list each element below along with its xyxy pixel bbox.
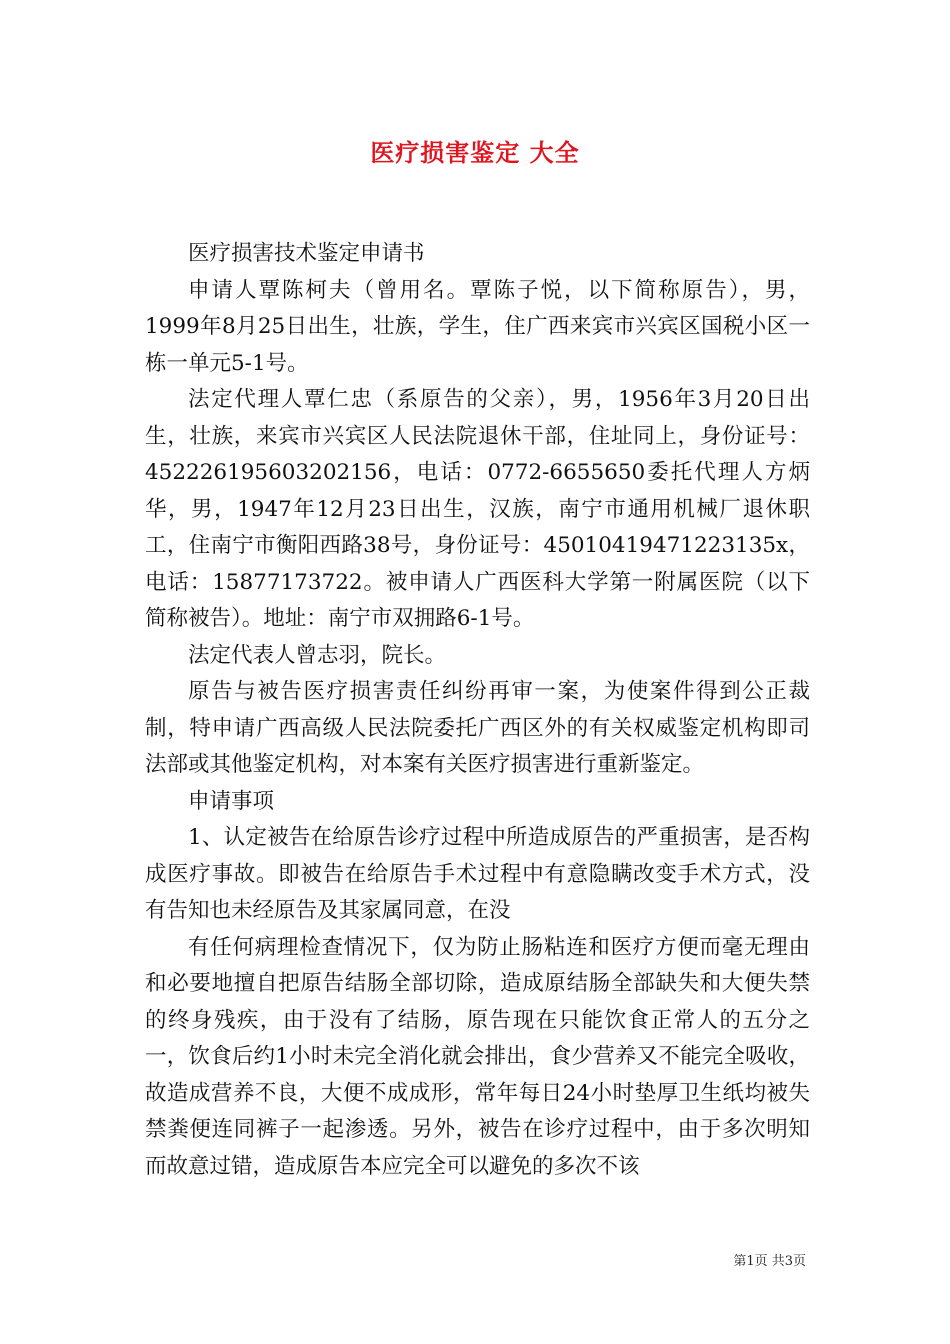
paragraph-matters-heading: 申请事项 bbox=[188, 788, 275, 814]
paragraph-application-heading: 医疗损害技术鉴定申请书 bbox=[188, 241, 425, 266]
paragraph-matter-1-continued: 有任何病理检查情况下，仅为防止肠粘连和医疗方便而毫无理由和必要地擅自把原告结肠全部切除，造成原结肠全部缺失和大便失禁的终身残疾，由于没有了结肠，原告现在只能饮食正常人的五分之一，饮食后约1小时未完全消化就会排出，食少营养又不能完全吸收，故造成营养不良，大便不成成形，常年每日24小时垫厚卫生纸均被失禁粪便连同裤子一起渗透。另外，被告在诊疗过程中，由于多次明知而故意过错，造成原告本应完全可以避免的多次不该 bbox=[145, 934, 810, 1179]
paragraph-applicant: 申请人覃陈柯夫（曾用名。覃陈子悦，以下简称原告），男，1999年8月25日出生，壮族，学生，住广西来宾市兴宾区国税小区一栋一单元5-1号。 bbox=[145, 277, 810, 376]
paragraph-case-summary: 原告与被告医疗损害责任纠纷再审一案，为使案件得到公正裁制，特申请广西高级人民法院委托广西区外的有关权威鉴定机构即司法部或其他鉴定机构，对本案有关医疗损害进行重新鉴定。 bbox=[145, 679, 810, 777]
paragraph-matter-1: 1、认定被告在给原告诊疗过程中所造成原告的严重损害，是否构成医疗事故。即被告在给原告手术过程中有意隐瞒改变手术方式，没有告知也未经原告及其家属同意，在没 bbox=[145, 825, 810, 923]
document-body bbox=[145, 236, 810, 1185]
page-title: 医疗损害鉴定 大全 bbox=[370, 138, 580, 167]
page-number: 第1页 共3页 bbox=[733, 1254, 806, 1269]
paragraph-legal-representative: 法定代表人曾志羽，院长。 bbox=[188, 642, 447, 668]
paragraph-legal-agent: 法定代理人覃仁忠（系原告的父亲），男，1956年3月20日出生，壮族，来宾市兴宾区人民法院退休干部，住址同上，身份证号：452226195603202156，电话：0772-6655650委托代理人方炳华，男，1947年12月23日出生，汉族，南宁市通用机械厂退休职工，住南宁市衡阳西路38号，身份证号：45010419471223135x，电话：15877173722。被申请人广西医科大学第一附属医院（以下简称被告）。地址：南宁市双拥路6-1号。 bbox=[145, 387, 810, 631]
